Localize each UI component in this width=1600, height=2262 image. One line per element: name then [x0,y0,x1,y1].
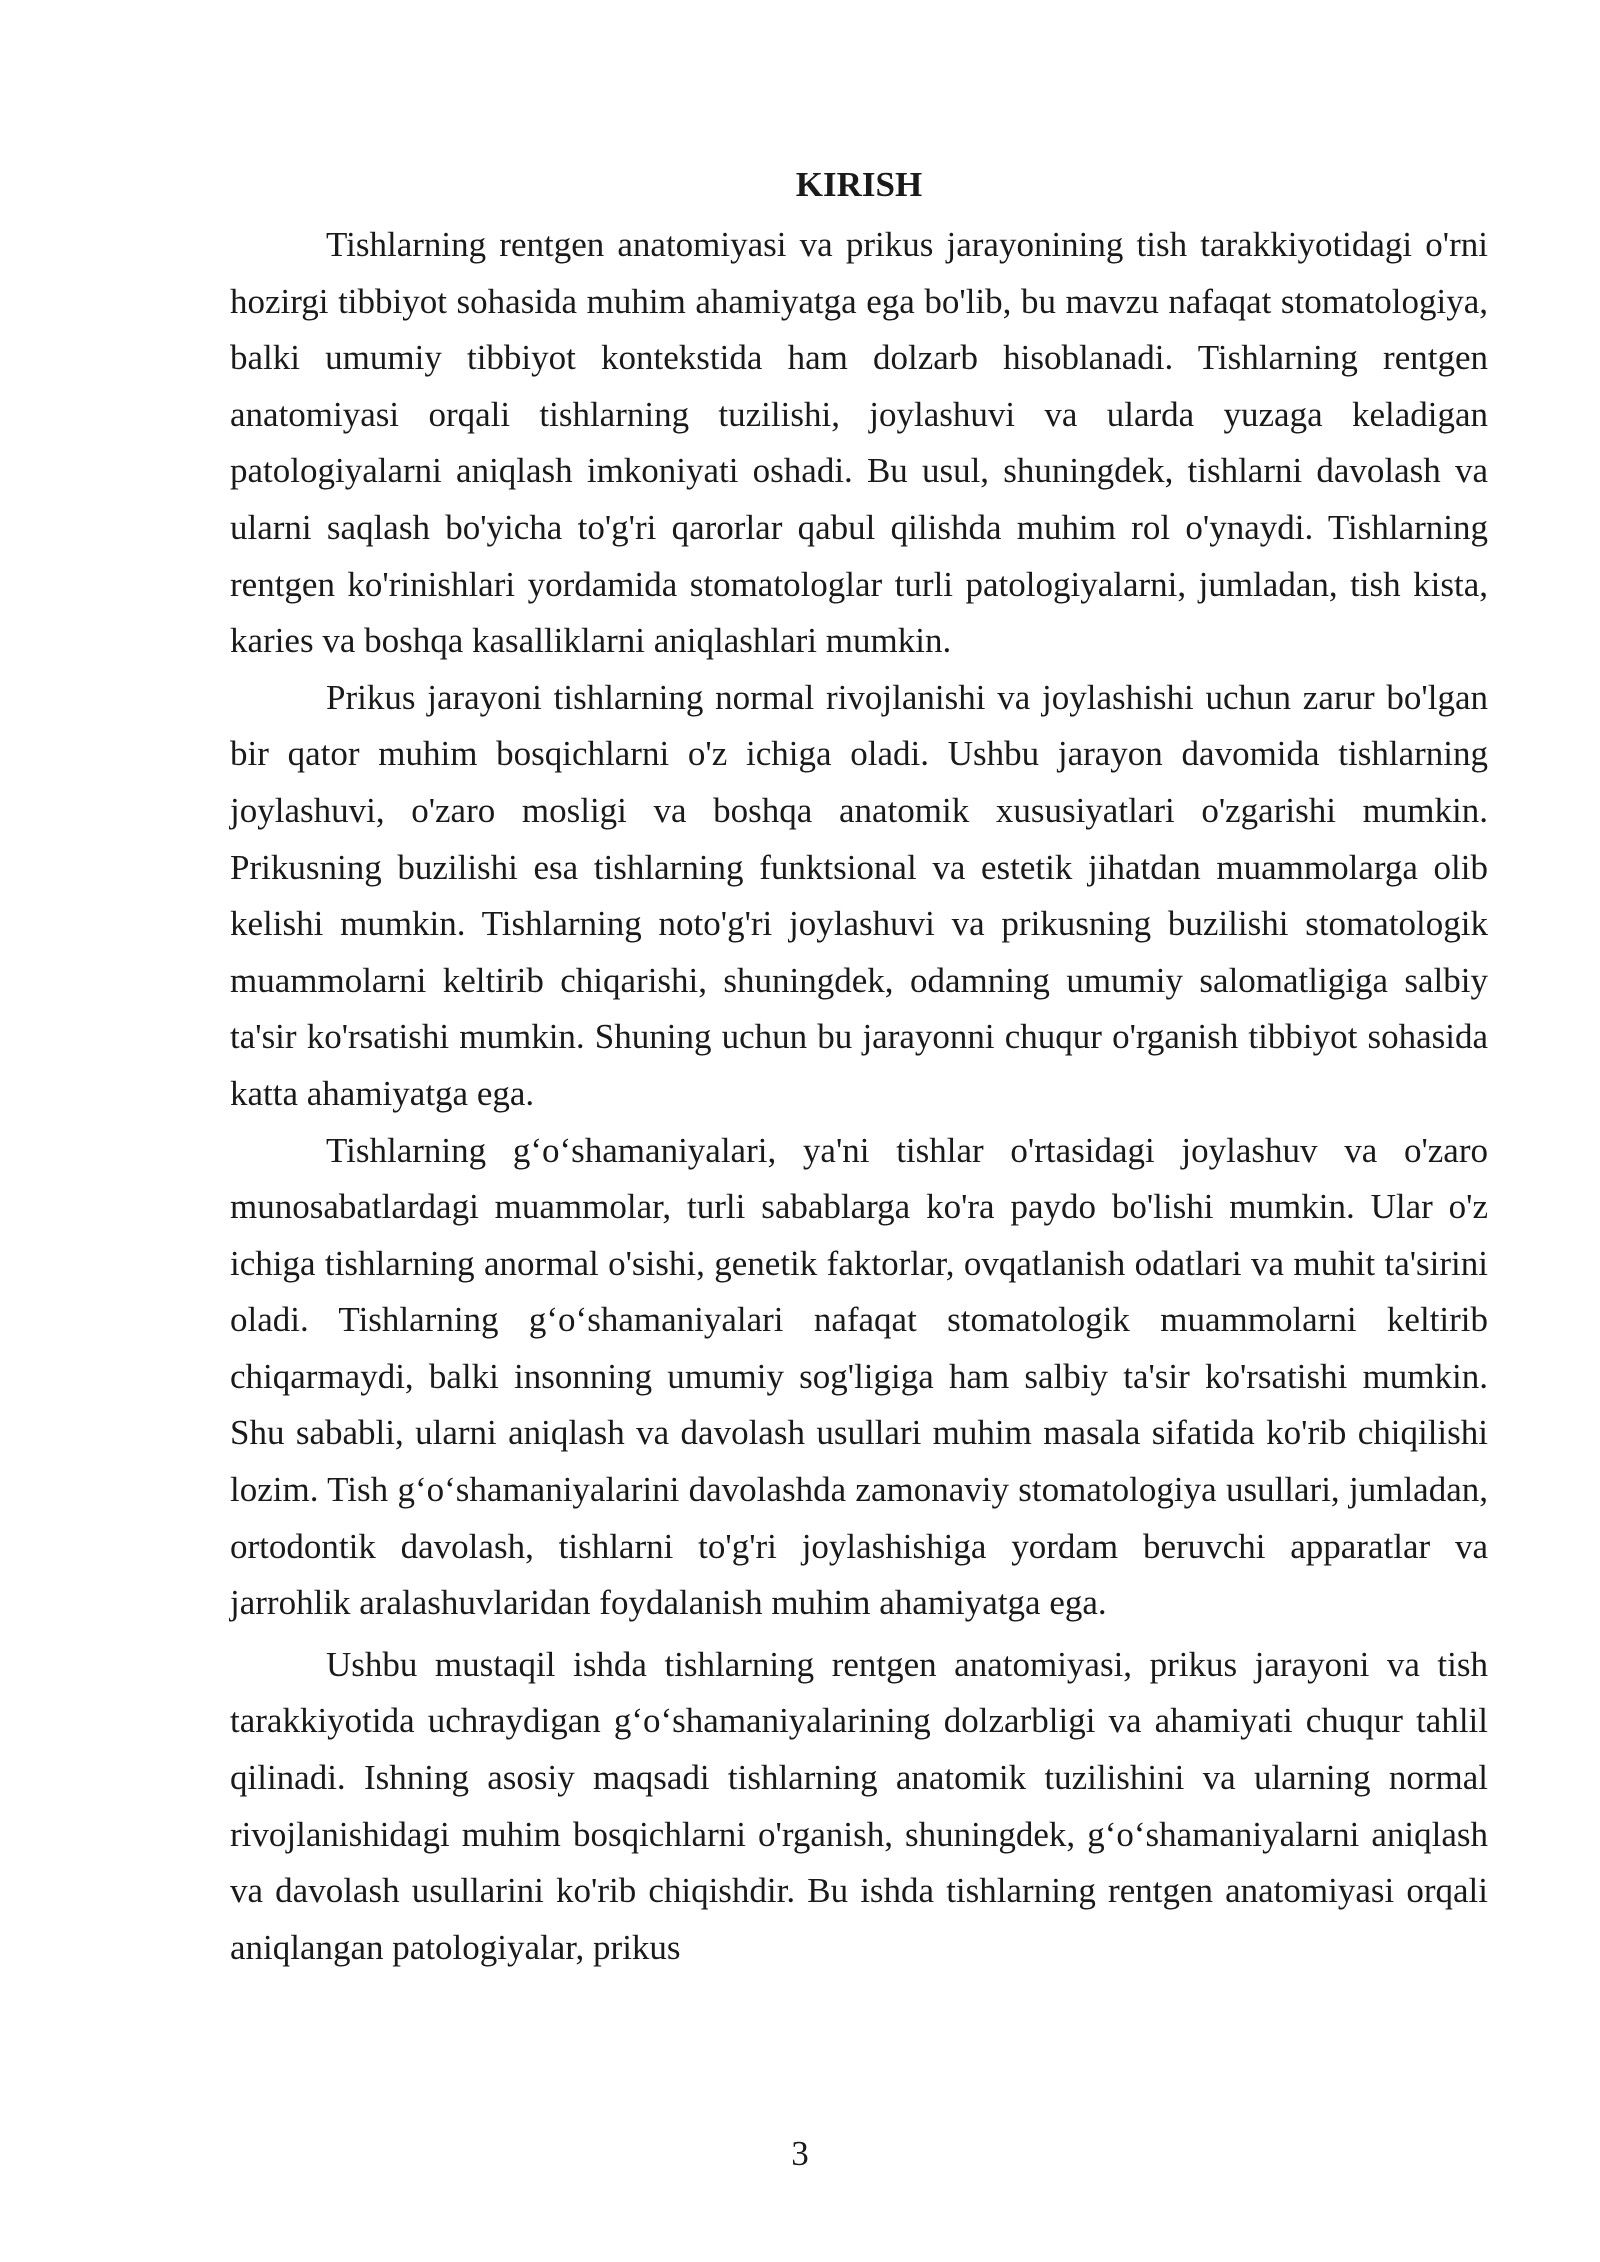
paragraph-2: Prikus jarayoni tishlarning normal rivojlanishi va joylashishi uchun zarur bo'lgan bir qator muhim bosqichlarni o'z ichiga oladi. Ushbu jarayon davomida tishlarning joylashuvi, o'zaro mosligi va boshqa anatomik xususiyatlari o'zgarishi mumkin. Prikusning buzilishi esa tishlarning funktsional va estetik jihatdan muammolarga olib kelishi mumkin. Tishlarning noto'g'ri joylashuvi va prikusning buzilishi stomatologik muammolarni keltirib chiqarishi, shuningdek, odamning umumiy salomatligiga salbiy ta'sir ko'rsatishi mumkin. Shuning uchun bu jarayonni chuqur o'rganish tibbiyot sohasida katta ahamiyatga ega. [230,677,1488,1113]
paragraph-4: Ushbu mustaqil ishda tishlarning rentgen anatomiyasi, prikus jarayoni va tish tarakkiyotida uchraydigan g‘o‘shamaniyalarining dolzarbligi va ahamiyati chuqur tahlil qilinadi. Ishning asosiy maqsadi tishlarning anatomik tuzilishini va ularning normal rivojlanishidagi muhim bosqichlarni o'rganish, shuningdek, g‘o‘shamaniyalarni aniqlash va davolash usullarini ko'rib chiqishdir. Bu ishda tishlarning rentgen anatomiyasi orqali aniqlangan patologiyalar, prikus [230,1644,1488,1967]
paragraph-3: Tishlarning g‘o‘shamaniyalari, ya'ni tishlar o'rtasidagi joylashuv va o'zaro munosabatlardagi muammolar, turli sabablarga ko'ra paydo bo'lishi mumkin. Ular o'z ichiga tishlarning anormal o'sishi, genetik faktorlar, ovqatlanish odatlari va muhit ta'sirini oladi. Tishlarning g‘o‘shamaniyalari nafaqat stomatologik muammolarni keltirib chiqarmaydi, balki insonning umumiy sog'ligiga ham salbiy ta'sir ko'rsatishi mumkin. Shu sababli, ularni aniqlash va davolash usullari muhim masala sifatida ko'rib chiqilishi lozim. Tish g‘o‘shamaniyalarini davolashda zamonaviy stomatologiya usullari, jumladan, ortodontik davolash, tishlarni to'g'ri joylashishiga yordam beruvchi apparatlar va jarrohlik aralashuvlaridan foydalanish muhim ahamiyatga ega. [230,1130,1488,1623]
paragraph-1: Tishlarning rentgen anatomiyasi va prikus jarayonining tish tarakkiyotidagi o'rni hozirgi tibbiyot sohasida muhim ahamiyatga ega bo'lib, bu mavzu nafaqat stomatologiya, balki umumiy tibbiyot kontekstida ham dolzarb hisoblanadi. Tishlarning rentgen anatomiyasi orqali tishlarning tuzilishi, joylashuvi va ularda yuzaga keladigan patologiyalarni aniqlash imkoniyati oshadi. Bu usul, shuningdek, tishlarni davolash va ularni saqlash bo'yicha to'g'ri qarorlar qabul qilishda muhim rol o'ynaydi. Tishlarning rentgen ko'rinishlari yordamida stomatologlar turli patologiyalarni, jumladan, tish kista, karies va boshqa kasalliklarni aniqlashlari mumkin. [230,225,1488,661]
section-title: KIRISH [795,165,923,204]
page-content [230,162,1488,1976]
page-number: 3 [791,2134,809,2173]
